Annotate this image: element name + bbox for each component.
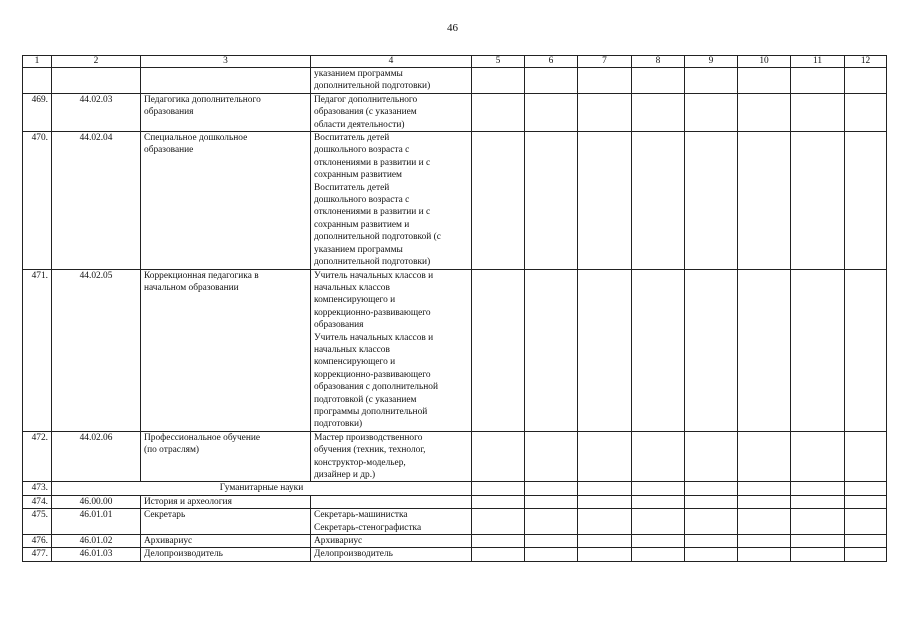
row-number: 473. <box>23 482 52 495</box>
table-row <box>23 132 887 269</box>
empty-cell <box>578 482 632 495</box>
qualification: Мастер производственного обучения (техник, технолог, конструктор-модельер, дизайнер и др.) <box>311 431 472 482</box>
empty-cell <box>578 93 632 131</box>
specialty-code: 46.01.01 <box>52 509 141 535</box>
empty-cell <box>525 509 578 535</box>
empty-cell <box>845 431 887 482</box>
table-row <box>23 482 887 495</box>
empty-cell <box>845 93 887 131</box>
empty-cell <box>791 482 845 495</box>
empty-cell <box>845 509 887 535</box>
specialty-name: Коррекционная педагогика в начальном образовании <box>141 269 311 431</box>
row-number: 476. <box>23 535 52 548</box>
row-number: 477. <box>23 548 52 561</box>
empty-cell <box>791 548 845 561</box>
empty-cell <box>472 535 525 548</box>
empty-cell <box>738 68 791 94</box>
specialty-name: Профессиональное обучение (по отраслям) <box>141 431 311 482</box>
empty-cell <box>525 482 578 495</box>
empty-cell <box>791 93 845 131</box>
empty-cell <box>472 482 525 495</box>
specialty-name: Делопроизводитель <box>141 548 311 561</box>
specialty-name <box>141 68 311 94</box>
empty-cell <box>845 535 887 548</box>
empty-cell <box>845 269 887 431</box>
empty-cell <box>791 68 845 94</box>
column-header: 5 <box>472 56 525 68</box>
row-number: 469. <box>23 93 52 131</box>
empty-cell <box>472 269 525 431</box>
row-number: 472. <box>23 431 52 482</box>
empty-cell <box>525 535 578 548</box>
specialty-code: 44.02.03 <box>52 93 141 131</box>
column-header: 1 <box>23 56 52 68</box>
empty-cell <box>791 431 845 482</box>
column-header: 9 <box>685 56 738 68</box>
empty-cell <box>578 535 632 548</box>
empty-cell <box>472 509 525 535</box>
empty-cell <box>845 495 887 508</box>
empty-cell <box>472 132 525 269</box>
qualification: Секретарь-машинистка Секретарь-стенографистка <box>311 509 472 535</box>
empty-cell <box>738 495 791 508</box>
column-header: 12 <box>845 56 887 68</box>
empty-cell <box>738 431 791 482</box>
empty-cell <box>472 68 525 94</box>
qualification: Учитель начальных классов и начальных классов компенсирующего и коррекционно-развивающего образования Учитель начальных классов и начальных классов компенсирующего и коррекционно-развивающего образования с дополнительной подготовкой (с указанием программы дополнительной подготовки) <box>311 269 472 431</box>
table-row <box>23 535 887 548</box>
empty-cell <box>738 269 791 431</box>
empty-cell <box>578 132 632 269</box>
empty-cell <box>791 495 845 508</box>
empty-cell <box>525 495 578 508</box>
empty-cell <box>472 548 525 561</box>
specialty-name: Архивариус <box>141 535 311 548</box>
empty-cell <box>632 509 685 535</box>
specialty-code: 44.02.04 <box>52 132 141 269</box>
empty-cell <box>632 548 685 561</box>
empty-cell <box>685 269 738 431</box>
empty-cell <box>845 68 887 94</box>
empty-cell <box>685 482 738 495</box>
empty-cell <box>632 132 685 269</box>
empty-cell <box>578 68 632 94</box>
empty-cell <box>791 535 845 548</box>
empty-cell <box>472 93 525 131</box>
empty-cell <box>578 269 632 431</box>
empty-cell <box>738 548 791 561</box>
empty-cell <box>738 509 791 535</box>
section-heading: Гуманитарные науки <box>52 482 472 495</box>
table-row <box>23 68 887 94</box>
row-number: 474. <box>23 495 52 508</box>
table-row <box>23 495 887 508</box>
specialty-code <box>52 68 141 94</box>
empty-cell <box>525 269 578 431</box>
column-header: 3 <box>141 56 311 68</box>
education-table <box>22 55 887 562</box>
empty-cell <box>685 431 738 482</box>
empty-cell <box>525 431 578 482</box>
column-header: 2 <box>52 56 141 68</box>
column-header: 6 <box>525 56 578 68</box>
qualification: Делопроизводитель <box>311 548 472 561</box>
empty-cell <box>738 482 791 495</box>
empty-cell <box>632 431 685 482</box>
empty-cell <box>525 93 578 131</box>
column-header: 8 <box>632 56 685 68</box>
table-row <box>23 269 887 431</box>
empty-cell <box>738 93 791 131</box>
empty-cell <box>525 68 578 94</box>
empty-cell <box>578 548 632 561</box>
empty-cell <box>738 132 791 269</box>
qualification: Воспитатель детей дошкольного возраста с отклонениями в развитии и с сохранным развитием Воспитатель детей дошкольного возраста с отклонениями в развитии и с сохранным развитием и дополнительной подготовкой (с указанием программы дополнительной подготовки) <box>311 132 472 269</box>
specialty-name: Педагогика дополнительного образования <box>141 93 311 131</box>
specialty-name: Секретарь <box>141 509 311 535</box>
row-number: 470. <box>23 132 52 269</box>
row-number: 475. <box>23 509 52 535</box>
row-number: 471. <box>23 269 52 431</box>
column-header: 11 <box>791 56 845 68</box>
specialty-code: 44.02.06 <box>52 431 141 482</box>
empty-cell <box>845 132 887 269</box>
qualification: указанием программы дополнительной подготовки) <box>311 68 472 94</box>
empty-cell <box>791 269 845 431</box>
empty-cell <box>472 495 525 508</box>
empty-cell <box>791 509 845 535</box>
specialty-code: 44.02.05 <box>52 269 141 431</box>
empty-cell <box>685 93 738 131</box>
empty-cell <box>578 509 632 535</box>
table-row <box>23 509 887 535</box>
empty-cell <box>525 132 578 269</box>
empty-cell <box>472 431 525 482</box>
empty-cell <box>632 495 685 508</box>
empty-cell <box>578 495 632 508</box>
empty-cell <box>632 535 685 548</box>
table-row <box>23 431 887 482</box>
qualification: Педагог дополнительного образования (с указанием области деятельности) <box>311 93 472 131</box>
empty-cell <box>632 93 685 131</box>
qualification: Архивариус <box>311 535 472 548</box>
page-number: 46 <box>447 22 458 34</box>
empty-cell <box>685 495 738 508</box>
table-row <box>23 548 887 561</box>
column-header: 7 <box>578 56 632 68</box>
specialty-name: История и археология <box>141 495 311 508</box>
row-number <box>23 68 52 94</box>
empty-cell <box>632 269 685 431</box>
specialty-name: Специальное дошкольное образование <box>141 132 311 269</box>
empty-cell <box>845 548 887 561</box>
empty-cell <box>845 482 887 495</box>
table-header-row <box>23 56 887 68</box>
specialty-code: 46.01.03 <box>52 548 141 561</box>
specialty-code: 46.00.00 <box>52 495 141 508</box>
empty-cell <box>685 509 738 535</box>
empty-cell <box>685 132 738 269</box>
empty-cell <box>632 68 685 94</box>
empty-cell <box>685 548 738 561</box>
specialty-code: 46.01.02 <box>52 535 141 548</box>
empty-cell <box>738 535 791 548</box>
column-header: 10 <box>738 56 791 68</box>
empty-cell <box>578 431 632 482</box>
table-row <box>23 93 887 131</box>
empty-cell <box>685 535 738 548</box>
empty-cell <box>685 68 738 94</box>
empty-cell <box>632 482 685 495</box>
qualification <box>311 495 472 508</box>
column-header: 4 <box>311 56 472 68</box>
empty-cell <box>525 548 578 561</box>
empty-cell <box>791 132 845 269</box>
